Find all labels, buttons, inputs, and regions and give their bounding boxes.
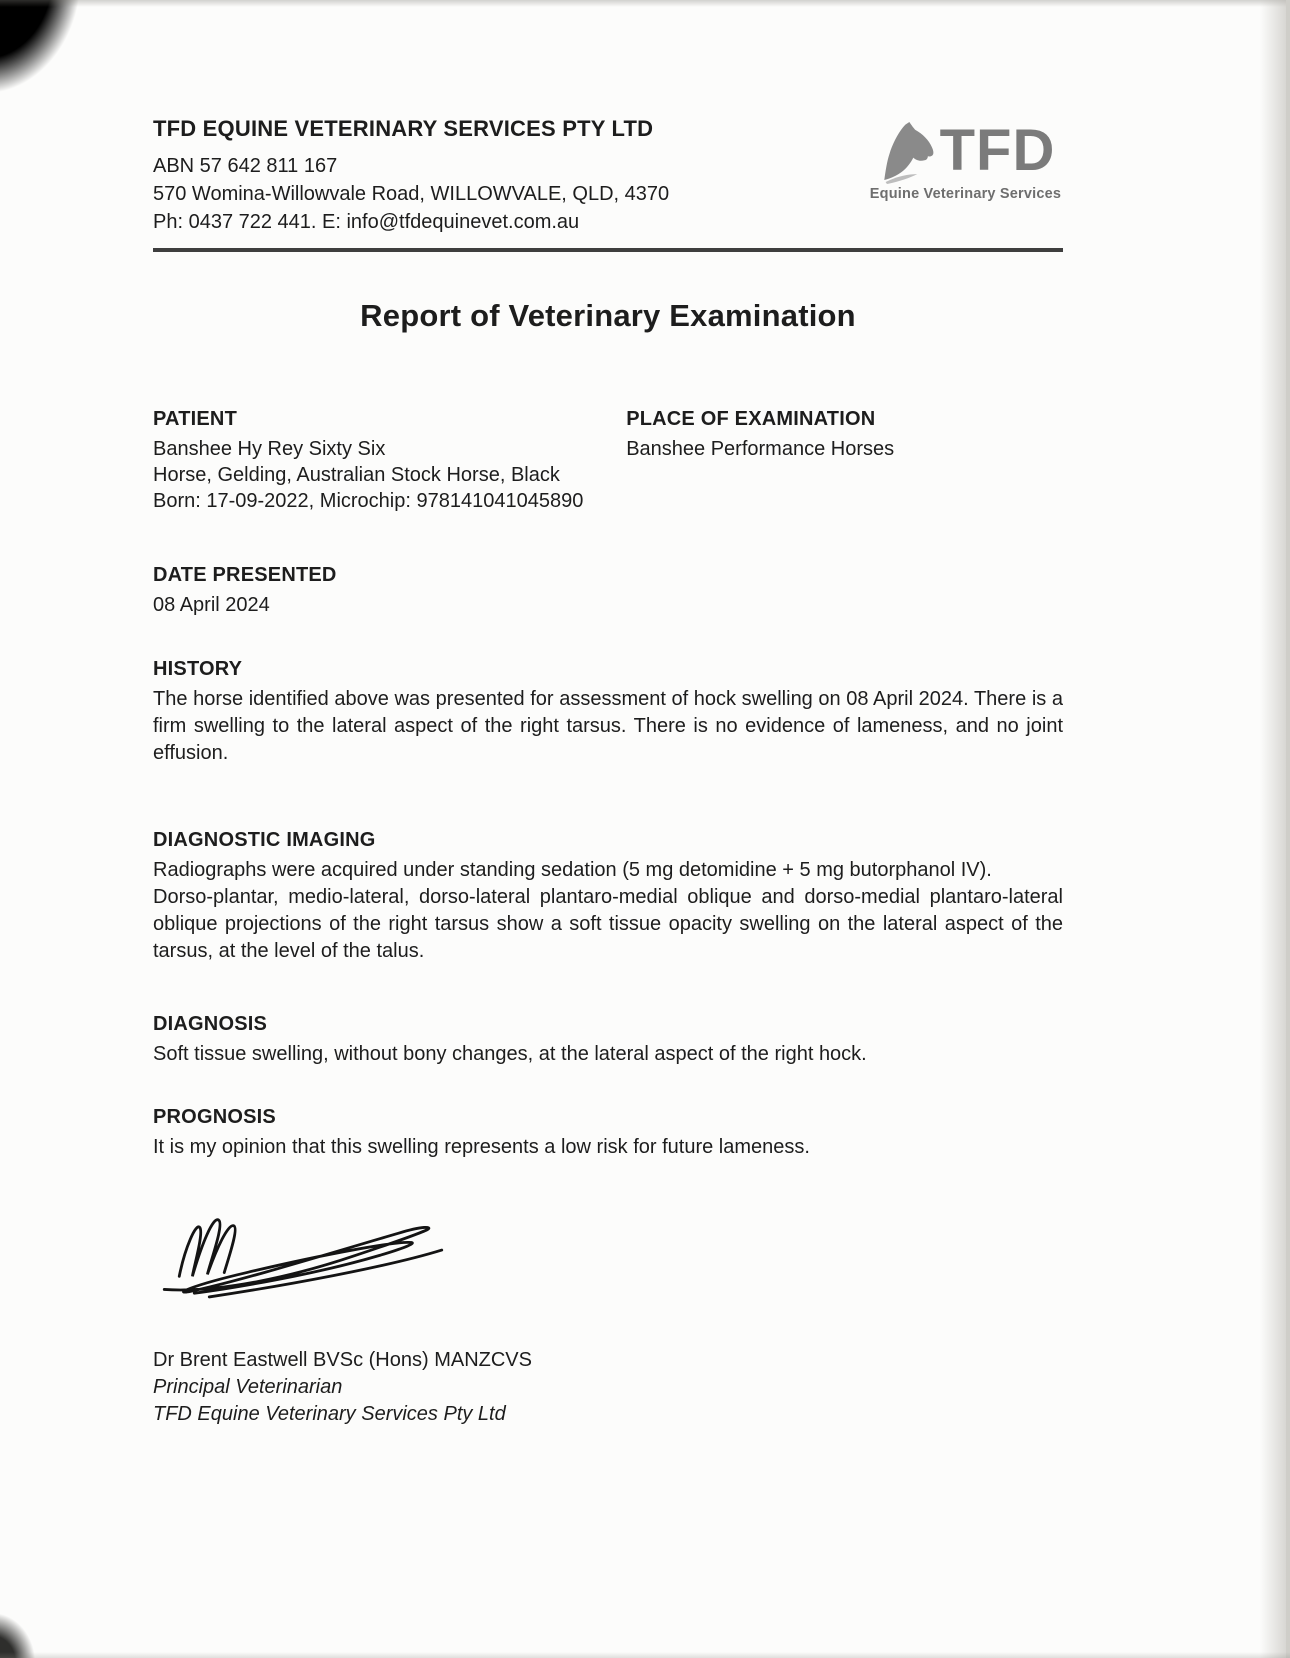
- diagnosis-body: Soft tissue swelling, without bony changes, at the lateral aspect of the right hock.: [153, 1043, 867, 1065]
- signature-scrawl-icon: [153, 1206, 453, 1311]
- photo-page-edge-right: [1260, 0, 1290, 1658]
- place-value: Banshee Performance Horses: [626, 438, 895, 460]
- prognosis-section: [153, 1106, 1063, 1161]
- signatory-role: Principal Veterinarian: [153, 1376, 343, 1398]
- company-contact: Ph: 0437 722 441. E: info@tfdequinevet.com.au: [153, 211, 580, 233]
- prognosis-heading: PROGNOSIS: [153, 1106, 276, 1128]
- logo-tagline: Equine Veterinary Services: [869, 186, 1062, 202]
- history-body: The horse identified above was presented for assessment of hock swelling on 08 April 2024. There is a firm swelling to the lateral aspect of the right tarsus. There is no evidence of lameness, and no joint effusion.: [153, 688, 1063, 764]
- patient-section: [153, 408, 626, 514]
- place-of-examination-section: [626, 408, 1063, 514]
- diagnostic-imaging-heading: DIAGNOSTIC IMAGING: [153, 829, 376, 851]
- horse-head-icon: [876, 118, 948, 184]
- signatory-company: TFD Equine Veterinary Services Pty Ltd: [153, 1403, 506, 1425]
- company-name: TFD EQUINE VETERINARY SERVICES PTY LTD: [153, 116, 654, 141]
- diagnosis-section: [153, 1013, 1063, 1068]
- company-logo: [868, 116, 1063, 202]
- history-heading: HISTORY: [153, 658, 243, 680]
- signature-area: [153, 1183, 1063, 1333]
- signatory-block: [153, 1347, 1063, 1428]
- patient-and-place-columns: [153, 408, 1063, 514]
- diagnostic-imaging-body: Dorso-plantar, medio-lateral, dorso-lateral plantaro-medial oblique and dorso-medial plantaro-lateral oblique projections of the right tarsus show a soft tissue opacity swelling on the lateral aspect of the tarsus, at the level of the talus.: [153, 886, 1063, 962]
- date-presented-section: [153, 564, 1063, 618]
- company-abn: ABN 57 642 811 167: [153, 155, 338, 177]
- date-presented-value: 08 April 2024: [153, 594, 270, 616]
- patient-born-microchip: Born: 17-09-2022, Microchip: 978141041045890: [153, 490, 584, 512]
- diagnostic-imaging-line1: Radiographs were acquired under standing sedation (5 mg detomidine + 5 mg butorphanol IV).: [153, 859, 992, 881]
- photo-edge-shadow-bottom: [0, 1652, 1290, 1658]
- logo-row: [868, 118, 1063, 184]
- company-info: [153, 116, 669, 236]
- photo-corner-shadow-bottom-left: [0, 1606, 46, 1658]
- letterhead: [153, 0, 1063, 252]
- diagnostic-imaging-section: [153, 829, 1063, 965]
- report-page: [153, 0, 1063, 1428]
- patient-description: Horse, Gelding, Australian Stock Horse, Black: [153, 464, 560, 486]
- place-heading: PLACE OF EXAMINATION: [626, 408, 876, 430]
- document-title: Report of Veterinary Examination: [360, 298, 856, 333]
- prognosis-body: It is my opinion that this swelling represents a low risk for future lameness.: [153, 1136, 810, 1158]
- photo-corner-shadow-top-left: [0, 0, 110, 140]
- diagnosis-heading: DIAGNOSIS: [153, 1013, 268, 1035]
- history-section: [153, 658, 1063, 767]
- logo-acronym: TFD: [939, 118, 1056, 183]
- patient-name: Banshee Hy Rey Sixty Six: [153, 438, 386, 460]
- patient-heading: PATIENT: [153, 408, 237, 430]
- company-address: 570 Womina-Willowvale Road, WILLOWVALE, QLD, 4370: [153, 183, 670, 205]
- date-presented-heading: DATE PRESENTED: [153, 564, 337, 586]
- signatory-name: Dr Brent Eastwell BVSc (Hons) MANZCVS: [153, 1349, 532, 1371]
